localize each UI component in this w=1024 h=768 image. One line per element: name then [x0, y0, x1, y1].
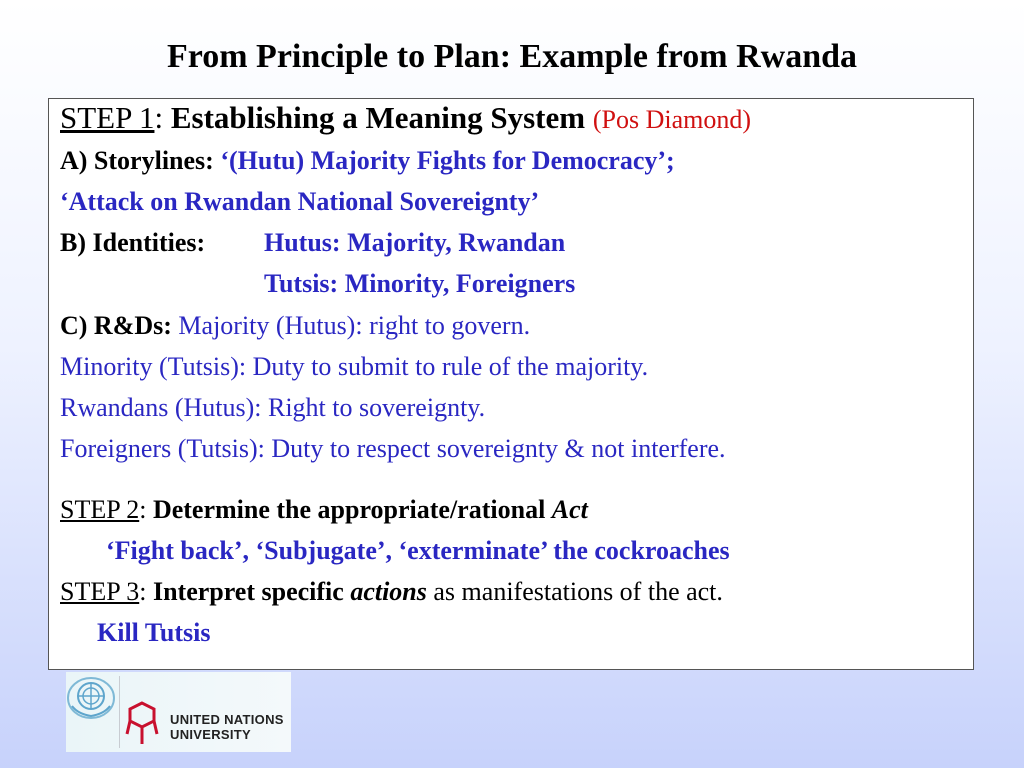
rd-1: Majority (Hutus): right to govern. [178, 311, 531, 340]
rds-label: C) R&Ds: [60, 311, 172, 340]
step3-italic: actions [350, 577, 427, 606]
step3-rest: as manifestations of the act. [433, 577, 723, 606]
unu-logo-icon [124, 700, 160, 746]
storyline-1: ‘(Hutu) Majority Fights for Democracy’; [220, 146, 675, 175]
logo-line-1: UNITED NATIONS [170, 712, 284, 727]
logo-line-2: UNIVERSITY [170, 727, 252, 742]
rd-4: Foreigners (Tutsis): Duty to respect sovereignty & not interfere. [60, 434, 726, 463]
rds-line [60, 311, 530, 341]
storylines-label: A) Storylines: [60, 146, 214, 175]
storylines-line [60, 146, 675, 176]
rd-3: Rwandans (Hutus): Right to sovereignty. [60, 393, 486, 422]
step3-text: Interpret specific [152, 577, 344, 606]
step3-label: STEP 3 [60, 577, 140, 606]
step2-detail: ‘Fight back’, ‘Subjugate’, ‘exterminate’ the cockroaches [106, 536, 730, 565]
step1-heading: Establishing a Meaning System [170, 100, 586, 135]
step1-heading-line [60, 101, 751, 137]
step2-label: STEP 2 [60, 495, 140, 524]
logo-divider [119, 676, 120, 748]
step2-text: Determine the appropriate/rational [152, 495, 546, 524]
step3-line [60, 577, 723, 607]
step2-line [60, 495, 588, 525]
step1-note: (Pos Diamond) [592, 105, 752, 134]
step2-colon: : [139, 495, 147, 524]
storyline-2: ‘Attack on Rwandan National Sovereignty’ [60, 187, 540, 216]
slide-title: From Principle to Plan: Example from Rwanda [166, 38, 858, 75]
un-emblem-icon [66, 676, 116, 720]
identity-2: Tutsis: Minority, Foreigners [264, 269, 576, 298]
step1-label: STEP 1 [60, 100, 155, 135]
rd-2: Minority (Tutsis): Duty to submit to rule of the majority. [60, 352, 649, 381]
logo-text [170, 712, 284, 742]
step2-italic: Act [551, 495, 588, 524]
step3-colon: : [139, 577, 147, 606]
identities-label: B) Identities: [60, 228, 206, 257]
step3-detail: Kill Tutsis [97, 618, 211, 647]
identity-1: Hutus: Majority, Rwandan [264, 228, 566, 257]
step1-colon: : [154, 100, 164, 135]
